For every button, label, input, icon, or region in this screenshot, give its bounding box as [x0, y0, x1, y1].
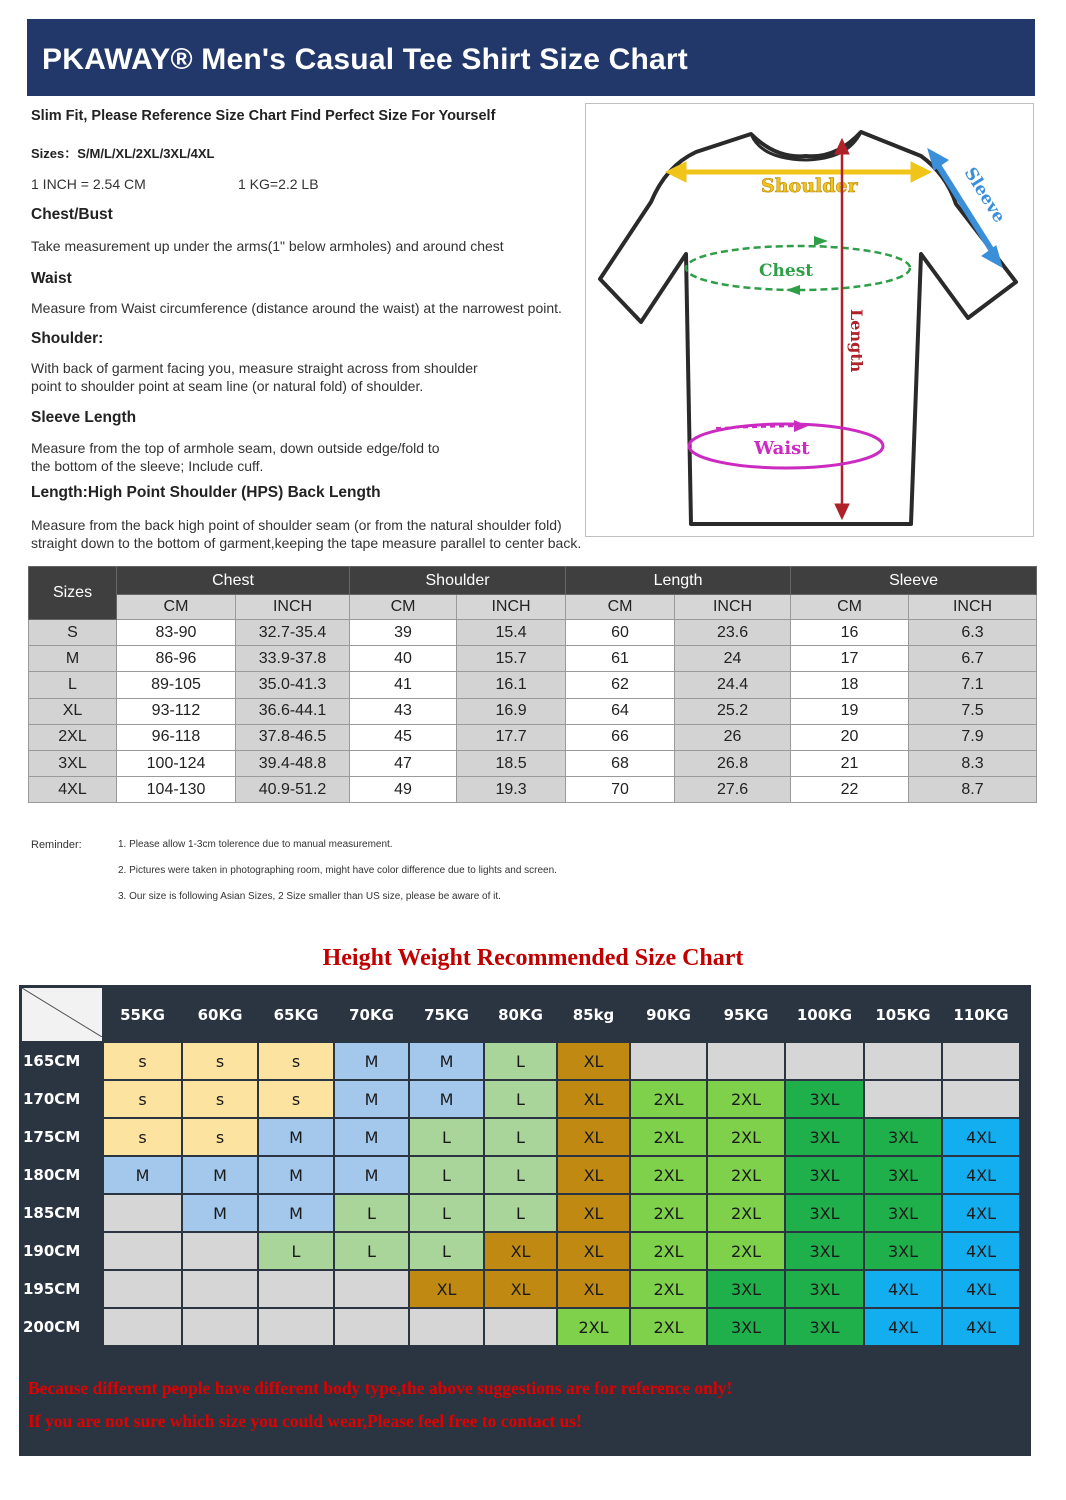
measurement-cell: 7.1 [909, 672, 1037, 698]
recommended-size-cell: 2XL [708, 1081, 784, 1117]
length-group-header: Length [566, 567, 791, 595]
recommended-size-cell: 2XL [558, 1309, 629, 1345]
height-header: 180CM [23, 1166, 81, 1184]
unit-header-cm: CM [791, 595, 909, 620]
recommended-size-cell: 2XL [708, 1157, 784, 1193]
measurement-cell: 104-130 [117, 777, 236, 803]
recommended-size-cell: L [485, 1195, 556, 1231]
recommended-size-cell: 2XL [708, 1195, 784, 1231]
table-row [29, 646, 1037, 672]
recommended-size-cell: 2XL [708, 1119, 784, 1155]
sleeve-description-2: the bottom of the sleeve; Include cuff. [31, 458, 264, 474]
recommended-size-cell [259, 1309, 333, 1345]
unit-header-inch: INCH [457, 595, 566, 620]
waist-label: Waist [754, 438, 810, 459]
recommended-size-cell [865, 1043, 941, 1079]
recommended-size-cell: s [259, 1081, 333, 1117]
reminder-label: Reminder: [31, 839, 82, 851]
measurement-cell: 86-96 [117, 646, 236, 672]
unit-header-inch: INCH [909, 595, 1037, 620]
recommended-size-cell [708, 1043, 784, 1079]
height-row [22, 1271, 1019, 1307]
measurement-cell: 68 [566, 750, 675, 776]
measurement-cell: 61 [566, 646, 675, 672]
recommended-size-cell: 3XL [786, 1081, 863, 1117]
measurement-cell: 21 [791, 750, 909, 776]
kg-conversion: 1 KG=2.2 LB [238, 176, 319, 192]
unit-header-row [29, 595, 1037, 620]
measurement-cell: 15.4 [457, 620, 566, 646]
sleeve-group-header: Sleeve [791, 567, 1037, 595]
recommended-size-cell [104, 1309, 181, 1345]
recommended-size-cell: M [410, 1081, 483, 1117]
recommended-size-cell: XL [558, 1081, 629, 1117]
measurement-cell: 66 [566, 724, 675, 750]
measurement-cell: 16.1 [457, 672, 566, 698]
chest-group-header: Chest [117, 567, 350, 595]
measurement-cell: 39.4-48.8 [236, 750, 350, 776]
height-row [22, 1081, 1019, 1117]
table-row [29, 724, 1037, 750]
recommended-size-cell: XL [558, 1157, 629, 1193]
weight-header: 85kg [572, 1005, 615, 1024]
sleeve-description-1: Measure from the top of armhole seam, down outside edge/fold to [31, 440, 440, 456]
length-label: Length [847, 309, 866, 373]
recommended-size-cell: L [410, 1119, 483, 1155]
measurement-cell: 89-105 [117, 672, 236, 698]
recommended-size-cell: 2XL [631, 1081, 706, 1117]
table-row [29, 672, 1037, 698]
recommended-size-cell: XL [558, 1271, 629, 1307]
recommended-size-cell: M [335, 1157, 408, 1193]
intro-text: Slim Fit, Please Reference Size Chart Find Perfect Size For Yourself [31, 108, 496, 124]
reference-note: Because different people have different body type,the above suggestions are for reference only! [28, 1378, 733, 1398]
weight-header: 60KG [197, 1005, 243, 1024]
measurement-cell: 7.9 [909, 724, 1037, 750]
measurement-cell: 23.6 [675, 620, 791, 646]
recommended-size-cell: 3XL [786, 1271, 863, 1307]
inch-conversion: 1 INCH = 2.54 CM [31, 176, 146, 192]
recommended-size-cell: 3XL [865, 1195, 941, 1231]
size-label-cell: 2XL [29, 724, 117, 750]
shoulder-description-2: point to shoulder point at seam line (or natural fold) of shoulder. [31, 378, 424, 394]
height-weight-table-body [22, 988, 1019, 1345]
measurement-cell: 60 [566, 620, 675, 646]
recommended-size-cell: L [485, 1081, 556, 1117]
recommended-size-cell: 3XL [786, 1233, 863, 1269]
recommended-size-cell: L [335, 1233, 408, 1269]
recommended-size-cell: 3XL [786, 1309, 863, 1345]
measurement-cell: 62 [566, 672, 675, 698]
measurement-cell: 17 [791, 646, 909, 672]
measurement-cell: 6.3 [909, 620, 1037, 646]
measurement-cell: 16.9 [457, 698, 566, 724]
measurement-cell: 27.6 [675, 777, 791, 803]
recommended-size-cell: 4XL [943, 1309, 1019, 1345]
measurement-cell: 24 [675, 646, 791, 672]
recommended-size-cell [786, 1043, 863, 1079]
height-header: 195CM [23, 1280, 81, 1298]
diagonal-divider [22, 988, 102, 1037]
recommended-size-cell: 2XL [631, 1271, 706, 1307]
measurement-cell: 35.0-41.3 [236, 672, 350, 698]
measurement-cell: 8.7 [909, 777, 1037, 803]
sizes-line: Sizes：S/M/L/XL/2XL/3XL/4XL [31, 146, 215, 161]
recommended-size-cell: XL [558, 1119, 629, 1155]
recommended-size-cell: M [259, 1157, 333, 1193]
measurement-cell: 100-124 [117, 750, 236, 776]
weight-header-row [22, 988, 1019, 1041]
recommended-size-cell [335, 1309, 408, 1345]
unit-header-cm: CM [350, 595, 457, 620]
recommended-size-cell: 2XL [708, 1233, 784, 1269]
recommended-size-cell [631, 1043, 706, 1079]
measurement-cell: 49 [350, 777, 457, 803]
recommended-size-cell: 3XL [865, 1119, 941, 1155]
height-row [22, 1119, 1019, 1155]
shoulder-description-1: With back of garment facing you, measure straight across from shoulder [31, 360, 478, 376]
recommended-size-cell [943, 1043, 1019, 1079]
weight-header: 80KG [498, 1005, 543, 1024]
recommended-size-cell: XL [485, 1271, 556, 1307]
measurement-cell: 22 [791, 777, 909, 803]
size-label-cell: S [29, 620, 117, 646]
recommended-size-cell: 4XL [943, 1271, 1019, 1307]
recommended-size-cell [259, 1271, 333, 1307]
recommended-size-cell: s [104, 1043, 181, 1079]
measurement-cell: 25.2 [675, 698, 791, 724]
measurement-cell: 36.6-44.1 [236, 698, 350, 724]
recommended-size-cell: 3XL [865, 1157, 941, 1193]
recommended-size-cell [335, 1271, 408, 1307]
recommended-size-cell: M [335, 1081, 408, 1117]
recommended-size-cell: 2XL [631, 1195, 706, 1231]
sleeve-label: Sleeve [959, 164, 1010, 227]
recommended-size-cell: XL [558, 1043, 629, 1079]
recommended-size-cell: M [335, 1043, 408, 1079]
recommended-size-cell: M [410, 1043, 483, 1079]
recommended-size-cell: L [485, 1119, 556, 1155]
sizes-header: Sizes [29, 567, 117, 620]
recommended-size-cell: s [183, 1043, 257, 1079]
size-table-body [29, 620, 1037, 803]
height-row [22, 1309, 1019, 1345]
measurement-cell: 45 [350, 724, 457, 750]
recommended-size-cell [183, 1233, 257, 1269]
size-label-cell: XL [29, 698, 117, 724]
recommended-size-cell: 3XL [786, 1195, 863, 1231]
table-row [29, 620, 1037, 646]
weight-header: 90KG [646, 1005, 691, 1024]
measurement-cell: 70 [566, 777, 675, 803]
contact-note: If you are not sure which size you could wear,Please feel free to contact us! [28, 1411, 582, 1431]
recommended-size-cell: M [259, 1195, 333, 1231]
measurement-cell: 96-118 [117, 724, 236, 750]
height-weight-chart-title: Height Weight Recommended Size Chart [322, 945, 744, 971]
height-weight-size-table [20, 986, 1021, 1347]
recommended-size-cell: s [104, 1081, 181, 1117]
recommended-size-cell: 3XL [708, 1271, 784, 1307]
page-title: PKAWAY® Men's Casual Tee Shirt Size Chart [42, 43, 688, 76]
unit-header-inch: INCH [675, 595, 791, 620]
measurement-cell: 93-112 [117, 698, 236, 724]
recommended-size-cell: 3XL [786, 1157, 863, 1193]
reminder-item-3: 3. Our size is following Asian Sizes, 2 Size smaller than US size, please be aware of it. [118, 891, 501, 902]
recommended-size-cell: L [410, 1233, 483, 1269]
measurement-cell: 26 [675, 724, 791, 750]
table-row [29, 750, 1037, 776]
height-header: 185CM [23, 1204, 81, 1222]
recommended-size-cell: 3XL [708, 1309, 784, 1345]
recommended-size-cell: M [335, 1119, 408, 1155]
measurement-cell: 15.7 [457, 646, 566, 672]
weight-header: 65KG [273, 1005, 319, 1024]
chest-description: Take measurement up under the arms(1" below armholes) and around chest [31, 238, 504, 254]
size-label-cell: 4XL [29, 777, 117, 803]
measurement-cell: 24.4 [675, 672, 791, 698]
chest-label: Chest [759, 261, 814, 281]
height-header: 190CM [23, 1242, 81, 1260]
recommended-size-cell [865, 1081, 941, 1117]
measurement-cell: 33.9-37.8 [236, 646, 350, 672]
recommended-size-cell: 2XL [631, 1309, 706, 1345]
recommended-size-cell: M [104, 1157, 181, 1193]
shoulder-label: Shoulder [761, 175, 858, 197]
recommended-size-cell: 4XL [865, 1309, 941, 1345]
recommended-size-cell [104, 1195, 181, 1231]
recommended-size-cell: s [183, 1081, 257, 1117]
height-row [22, 1195, 1019, 1231]
recommended-size-cell: s [183, 1119, 257, 1155]
title-banner [27, 19, 1035, 96]
recommended-size-cell: 4XL [943, 1157, 1019, 1193]
measurement-cell: 40.9-51.2 [236, 777, 350, 803]
measurement-cell: 17.7 [457, 724, 566, 750]
length-description-1: Measure from the back high point of shoulder seam (or from the natural shoulder fold) [31, 517, 562, 533]
table-row [29, 698, 1037, 724]
recommended-size-cell: M [259, 1119, 333, 1155]
measurement-cell: 19 [791, 698, 909, 724]
sleeve-heading: Sleeve Length [31, 409, 137, 426]
weight-header: 95KG [723, 1005, 769, 1024]
recommended-size-cell: M [183, 1157, 257, 1193]
size-measurement-table [28, 566, 1037, 803]
unit-header-cm: CM [117, 595, 236, 620]
measurement-cell: 6.7 [909, 646, 1037, 672]
height-header: 175CM [23, 1128, 81, 1146]
height-row [22, 1157, 1019, 1193]
measurement-cell: 83-90 [117, 620, 236, 646]
height-header: 170CM [23, 1090, 81, 1108]
recommended-size-cell: L [335, 1195, 408, 1231]
recommended-size-cell [943, 1081, 1019, 1117]
recommended-size-cell [104, 1271, 181, 1307]
recommended-size-cell: XL [558, 1195, 629, 1231]
height-header: 165CM [23, 1052, 81, 1070]
size-label-cell: M [29, 646, 117, 672]
measurement-cell: 64 [566, 698, 675, 724]
unit-header-inch: INCH [236, 595, 350, 620]
recommended-size-cell: 4XL [865, 1271, 941, 1307]
reminder-item-1: 1. Please allow 1-3cm tolerence due to manual measurement. [118, 839, 393, 850]
measurement-cell: 7.5 [909, 698, 1037, 724]
weight-header: 110KG [953, 1005, 1009, 1024]
recommended-size-cell: s [104, 1119, 181, 1155]
table-row [29, 777, 1037, 803]
weight-header: 105KG [875, 1005, 931, 1024]
size-label-cell: L [29, 672, 117, 698]
shoulder-heading: Shoulder: [31, 330, 104, 347]
measurement-cell: 47 [350, 750, 457, 776]
measurement-cell: 26.8 [675, 750, 791, 776]
waist-description: Measure from Waist circumference (distance around the waist) at the narrowest point. [31, 300, 562, 316]
weight-header: 100KG [796, 1005, 853, 1024]
measurement-cell: 32.7-35.4 [236, 620, 350, 646]
corner-cell [22, 988, 102, 1041]
measurement-cell: 8.3 [909, 750, 1037, 776]
size-label-cell: 3XL [29, 750, 117, 776]
measurement-cell: 18 [791, 672, 909, 698]
unit-header-cm: CM [566, 595, 675, 620]
recommended-size-cell: L [410, 1195, 483, 1231]
tshirt-diagram-svg [586, 104, 1033, 536]
recommended-size-cell: L [410, 1157, 483, 1193]
recommended-size-cell [183, 1271, 257, 1307]
chest-heading: Chest/Bust [31, 206, 113, 223]
measurement-cell: 41 [350, 672, 457, 698]
height-row [22, 1233, 1019, 1269]
measurement-cell: 40 [350, 646, 457, 672]
measurement-cell: 18.5 [457, 750, 566, 776]
recommended-size-cell: L [485, 1157, 556, 1193]
measurement-cell: 20 [791, 724, 909, 750]
height-header: 200CM [23, 1318, 81, 1336]
recommended-size-cell: 2XL [631, 1157, 706, 1193]
waist-heading: Waist [31, 270, 72, 287]
recommended-size-cell: L [485, 1043, 556, 1079]
recommended-size-cell [104, 1233, 181, 1269]
weight-header: 55KG [120, 1005, 165, 1024]
recommended-size-cell: XL [410, 1271, 483, 1307]
measurement-cell: 39 [350, 620, 457, 646]
measurement-cell: 43 [350, 698, 457, 724]
recommended-size-cell: XL [558, 1233, 629, 1269]
recommended-size-cell: 4XL [943, 1119, 1019, 1155]
recommended-size-cell: 4XL [943, 1233, 1019, 1269]
recommended-size-cell: s [259, 1043, 333, 1079]
measurement-cell: 19.3 [457, 777, 566, 803]
recommended-size-cell: 3XL [786, 1119, 863, 1155]
recommended-size-cell: 2XL [631, 1233, 706, 1269]
recommended-size-cell: 3XL [865, 1233, 941, 1269]
recommended-size-cell: 2XL [631, 1119, 706, 1155]
length-heading: Length:High Point Shoulder (HPS) Back Length [31, 484, 381, 501]
recommended-size-cell [485, 1309, 556, 1345]
weight-header: 75KG [424, 1005, 469, 1024]
recommended-size-cell [183, 1309, 257, 1345]
recommended-size-cell [410, 1309, 483, 1345]
height-row [22, 1043, 1019, 1079]
tshirt-measurement-diagram [585, 103, 1034, 537]
measurement-cell: 37.8-46.5 [236, 724, 350, 750]
recommended-size-cell: 4XL [943, 1195, 1019, 1231]
measurement-cell: 16 [791, 620, 909, 646]
weight-header: 70KG [349, 1005, 394, 1024]
reminder-item-2: 2. Pictures were taken in photographing room, might have color difference due to lights and screen. [118, 865, 557, 876]
length-description-2: straight down to the bottom of garment,keeping the tape measure parallel to center back. [31, 535, 582, 551]
recommended-size-cell: XL [485, 1233, 556, 1269]
recommended-size-cell: M [183, 1195, 257, 1231]
shoulder-group-header: Shoulder [350, 567, 566, 595]
recommended-size-cell: L [259, 1233, 333, 1269]
